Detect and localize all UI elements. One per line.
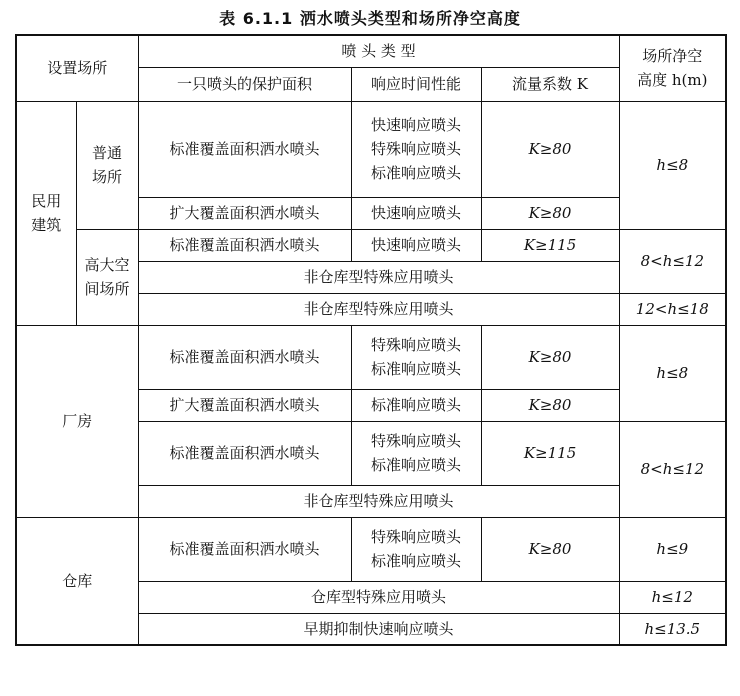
cell-special: 仓库型特殊应用喷头 (138, 581, 619, 613)
civil-building-label (16, 101, 76, 325)
response-special: 特殊响应喷头 (371, 528, 462, 546)
cell-height: 8<h≤12 (619, 421, 726, 517)
response-special: 特殊响应喷头 (371, 140, 462, 158)
header-k: 流量系数 K (481, 67, 619, 101)
cell-response (351, 517, 481, 581)
header-sprinkler-type: 喷 头 类 型 (138, 35, 619, 67)
cell-special: 早期抑制快速响应喷头 (138, 613, 619, 645)
cell-area: 标准覆盖面积洒水喷头 (138, 101, 351, 197)
cell-response (351, 421, 481, 485)
cell-k: K≥80 (481, 101, 619, 197)
cell-k: K≥80 (481, 197, 619, 229)
cell-height: h≤13.5 (619, 613, 726, 645)
cell-height: h≤9 (619, 517, 726, 581)
cell-response (351, 101, 481, 197)
civil-normal-line1: 普通 (92, 144, 123, 162)
cell-k: K≥80 (481, 517, 619, 581)
cell-special: 非仓库型特殊应用喷头 (138, 293, 619, 325)
response-standard: 标准响应喷头 (371, 552, 462, 570)
header-clearance-line1: 场所净空 (642, 47, 703, 66)
civil-large-line2: 间场所 (84, 280, 130, 298)
header-clearance-line2: 高度 h(m) (637, 71, 708, 90)
cell-k: K≥80 (481, 325, 619, 389)
cell-area: 标准覆盖面积洒水喷头 (138, 421, 351, 485)
cell-k: K≥80 (481, 389, 619, 421)
cell-area: 扩大覆盖面积洒水喷头 (138, 197, 351, 229)
cell-response (351, 325, 481, 389)
response-fast: 快速响应喷头 (371, 116, 462, 134)
cell-special: 非仓库型特殊应用喷头 (138, 261, 619, 293)
civil-normal-line2: 场所 (92, 168, 123, 186)
cell-height: 8<h≤12 (619, 229, 726, 293)
factory-label: 厂房 (16, 325, 138, 517)
header-clearance (619, 35, 726, 101)
cell-k: K≥115 (481, 421, 619, 485)
civil-large-space-label (76, 229, 138, 325)
warehouse-label: 仓库 (16, 517, 138, 645)
cell-k: K≥115 (481, 229, 619, 261)
cell-height: 12<h≤18 (619, 293, 726, 325)
civil-large-line1: 高大空 (84, 256, 130, 274)
civil-label-line1: 民用 (31, 192, 62, 210)
response-standard: 标准响应喷头 (371, 456, 462, 474)
cell-special: 非仓库型特殊应用喷头 (138, 485, 619, 517)
sprinkler-table (15, 34, 727, 646)
civil-label-line2: 建筑 (31, 216, 62, 234)
header-response: 响应时间性能 (351, 67, 481, 101)
header-area: 一只喷头的保护面积 (138, 67, 351, 101)
response-standard: 标准响应喷头 (371, 360, 462, 378)
response-special: 特殊响应喷头 (371, 432, 462, 450)
cell-response: 快速响应喷头 (351, 197, 481, 229)
cell-height: h≤12 (619, 581, 726, 613)
response-standard: 标准响应喷头 (371, 164, 462, 182)
cell-area: 标准覆盖面积洒水喷头 (138, 517, 351, 581)
response-special: 特殊响应喷头 (371, 336, 462, 354)
cell-response: 标准响应喷头 (351, 389, 481, 421)
cell-height: h≤8 (619, 325, 726, 421)
cell-area: 标准覆盖面积洒水喷头 (138, 325, 351, 389)
civil-normal-label (76, 101, 138, 229)
cell-response: 快速响应喷头 (351, 229, 481, 261)
cell-area: 扩大覆盖面积洒水喷头 (138, 389, 351, 421)
cell-height: h≤8 (619, 101, 726, 229)
header-place: 设置场所 (16, 35, 138, 101)
table-title: 表 6.1.1 洒水喷头类型和场所净空高度 (219, 9, 521, 28)
cell-area: 标准覆盖面积洒水喷头 (138, 229, 351, 261)
